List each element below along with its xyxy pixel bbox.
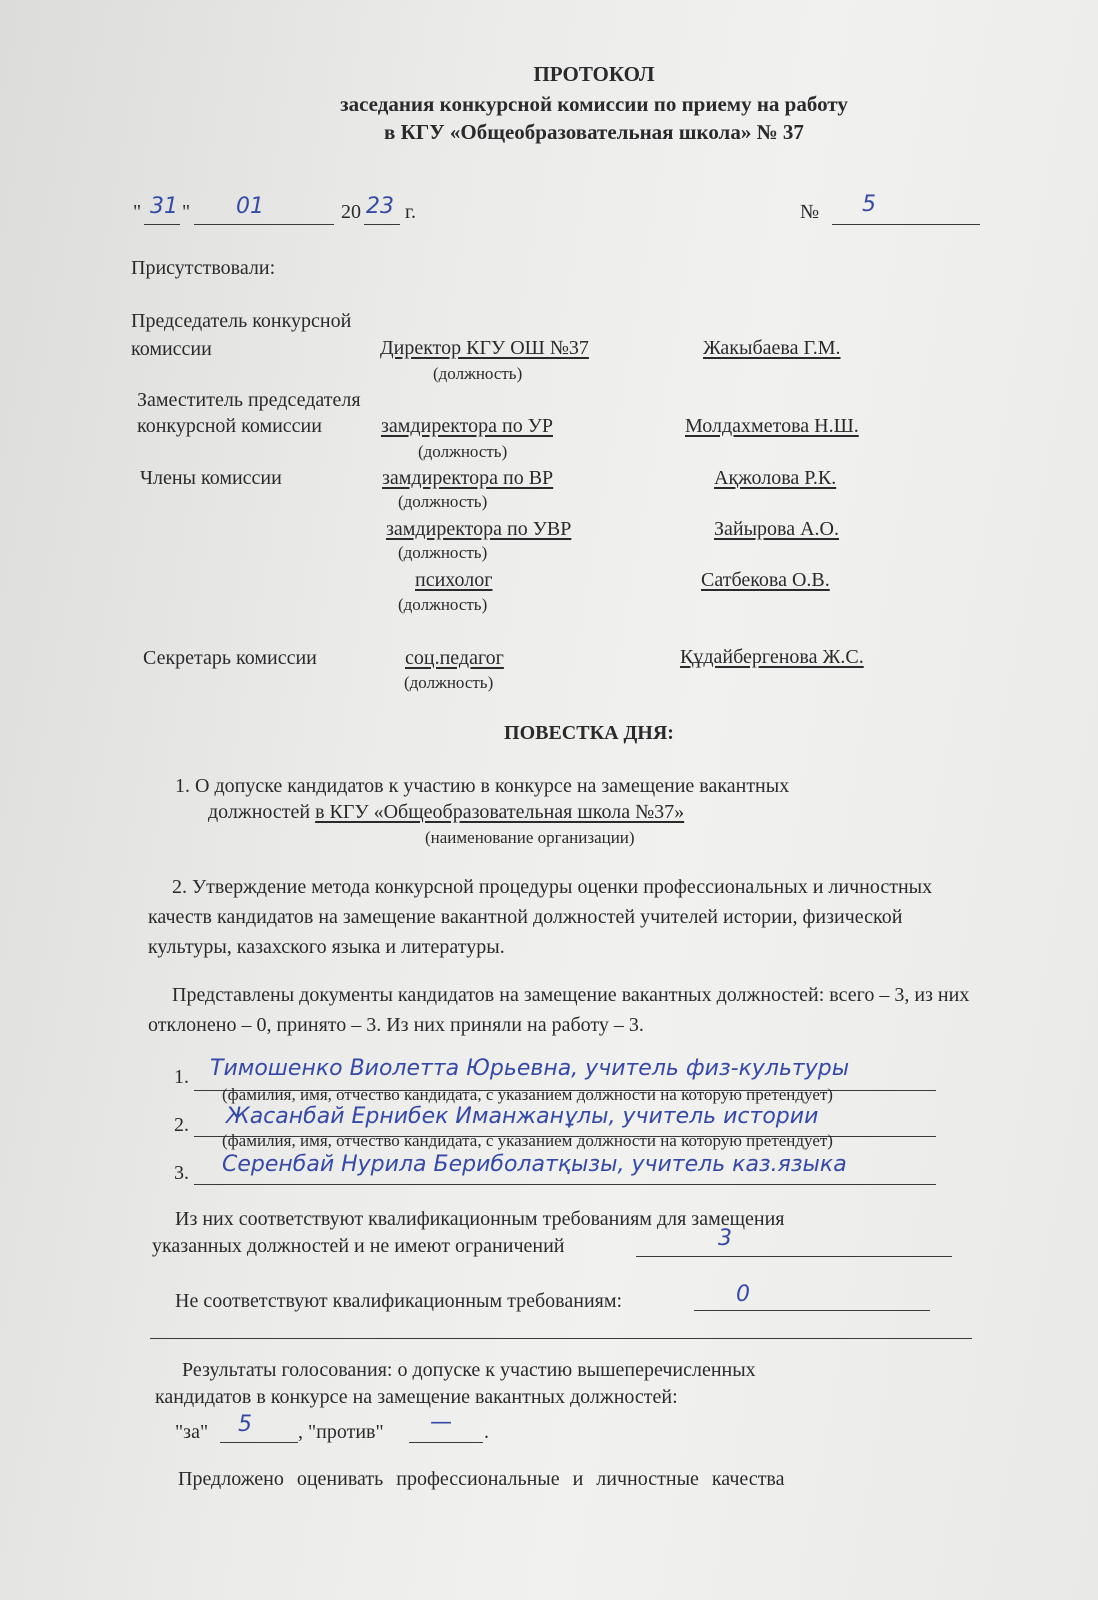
- date-year-unit: г.: [405, 201, 416, 223]
- chair-label-2: комиссии: [131, 338, 212, 360]
- deputy-label-1: Заместитель председателя: [137, 389, 361, 411]
- qualification-nomatch-label: Не соответствуют квалификационным требованиям:: [175, 1290, 623, 1312]
- chair-name: Жакыбаева Г.М.: [703, 337, 841, 359]
- year-line: [364, 224, 400, 225]
- organization-hint: (наименование организации): [425, 828, 635, 847]
- qualification-extra-line: [150, 1338, 972, 1339]
- protocol-number: 5: [862, 192, 876, 217]
- date-quote-open: ": [133, 201, 142, 223]
- qualification-nomatch-value: 0: [736, 1282, 750, 1307]
- vote-end: .: [484, 1421, 489, 1443]
- member-3-name: Сатбекова О.В.: [701, 569, 830, 591]
- day-line: [144, 224, 180, 225]
- vote-for-label: "за": [175, 1421, 209, 1443]
- vote-against-value: —: [430, 1410, 452, 1435]
- secretary-label: Секретарь комиссии: [143, 647, 317, 669]
- member-1-position-hint: (должность): [398, 492, 488, 511]
- agenda-item-1-line-2: [208, 801, 684, 824]
- candidate-2-hint: (фамилия, имя, отчество кандидата, с указанием должности на которую претендует): [222, 1131, 833, 1150]
- date-year-suffix: 23: [366, 194, 394, 219]
- agenda-item-1-line-1: 1. О допуске кандидатов к участию в конкурсе на замещение вакантных: [175, 775, 790, 797]
- agenda-item-1-org: в КГУ «Общеобразовательная школа №37»: [315, 801, 685, 823]
- candidate-1-index: 1.: [174, 1066, 189, 1088]
- members-label: Члены комиссии: [140, 467, 282, 489]
- date-day: 31: [150, 194, 178, 219]
- vote-against-line: [409, 1442, 483, 1443]
- month-line: [194, 224, 334, 225]
- qualification-nomatch-line: [694, 1310, 930, 1311]
- agenda-item-1-prefix: должностей: [208, 801, 316, 823]
- qualification-match-line-1: Из них соответствуют квалификационным требованиям для замещения: [175, 1208, 785, 1230]
- candidate-3-line: [194, 1184, 936, 1185]
- vote-for-value: 5: [238, 1412, 252, 1437]
- candidate-3-index: 3.: [174, 1162, 189, 1184]
- secretary-position: соц.педагог: [405, 647, 504, 669]
- member-1-name: Ақжолова Р.К.: [714, 467, 837, 489]
- qualification-match-value: 3: [718, 1226, 732, 1251]
- voting-line-1: Результаты голосования: о допуске к участию вышеперечисленных: [182, 1359, 756, 1381]
- agenda-heading: ПОВЕСТКА ДНЯ:: [504, 722, 674, 744]
- agenda-item-2: 2. Утверждение метода конкурсной процедуры оценки профессиональных и личностных качеств кандидатов на замещение вакантной должностей учителей истории, физической культуры, казахского языка и литературы.: [148, 876, 933, 958]
- document-title: ПРОТОКОЛ: [533, 62, 655, 86]
- document-subtitle-1: заседания конкурсной комиссии по приему на работу: [340, 92, 848, 116]
- voting-line-2: кандидатов в конкурсе на замещение вакантных должностей:: [155, 1386, 678, 1408]
- date-month: 01: [236, 194, 264, 219]
- secretary-position-hint: (должность): [404, 673, 494, 692]
- candidate-3-value: Серенбай Нурила Бериболатқызы, учитель каз.языка: [222, 1152, 847, 1177]
- member-3-position-hint: (должность): [398, 595, 488, 614]
- deputy-position-hint: (должность): [418, 442, 508, 461]
- date-quote-close: ": [182, 201, 191, 223]
- vote-against-label: , "против": [298, 1421, 384, 1443]
- candidate-1-hint: (фамилия, имя, отчество кандидата, с указанием должности на которую претендует): [222, 1085, 833, 1104]
- present-label: Присутствовали:: [131, 257, 276, 279]
- chair-label-1: Председатель конкурсной: [131, 310, 352, 332]
- proposal-text: Предложено оценивать профессиональные и личностные качества: [178, 1468, 785, 1490]
- deputy-name: Молдахметова Н.Ш.: [685, 415, 859, 437]
- number-label: №: [800, 201, 820, 223]
- documents-summary: Представлены документы кандидатов на замещение вакантных должностей: всего – 3, из них отклонено – 0, принято – 3. Из них приняли на работу – 3.: [148, 984, 970, 1036]
- member-2-position: замдиректора по УВР: [386, 518, 572, 540]
- candidate-2-value: Жасанбай Ернибек Иманжанұлы, учитель истории: [226, 1104, 819, 1129]
- deputy-position: замдиректора по УР: [381, 415, 553, 437]
- member-2-position-hint: (должность): [398, 543, 488, 562]
- chair-position: Директор КГУ ОШ №37: [380, 337, 589, 359]
- candidate-2-index: 2.: [174, 1114, 189, 1136]
- document-subtitle-2: в КГУ «Общеобразовательная школа» № 37: [384, 120, 804, 144]
- secretary-name: Құдайбергенова Ж.С.: [680, 646, 864, 668]
- qualification-match-line-2: указанных должностей и не имеют ограничений: [152, 1235, 565, 1257]
- member-1-position: замдиректора по ВР: [382, 467, 554, 489]
- chair-position-hint: (должность): [433, 364, 523, 383]
- number-line: [832, 224, 980, 225]
- member-3-position: психолог: [415, 569, 493, 591]
- vote-for-line: [220, 1442, 298, 1443]
- deputy-label-2: конкурсной комиссии: [137, 415, 322, 437]
- member-2-name: Зайырова А.О.: [714, 518, 839, 540]
- qualification-match-line: [636, 1256, 952, 1257]
- date-year-prefix: 20: [341, 201, 361, 223]
- candidate-1-value: Тимошенко Виолетта Юрьевна, учитель физ-культуры: [210, 1056, 850, 1081]
